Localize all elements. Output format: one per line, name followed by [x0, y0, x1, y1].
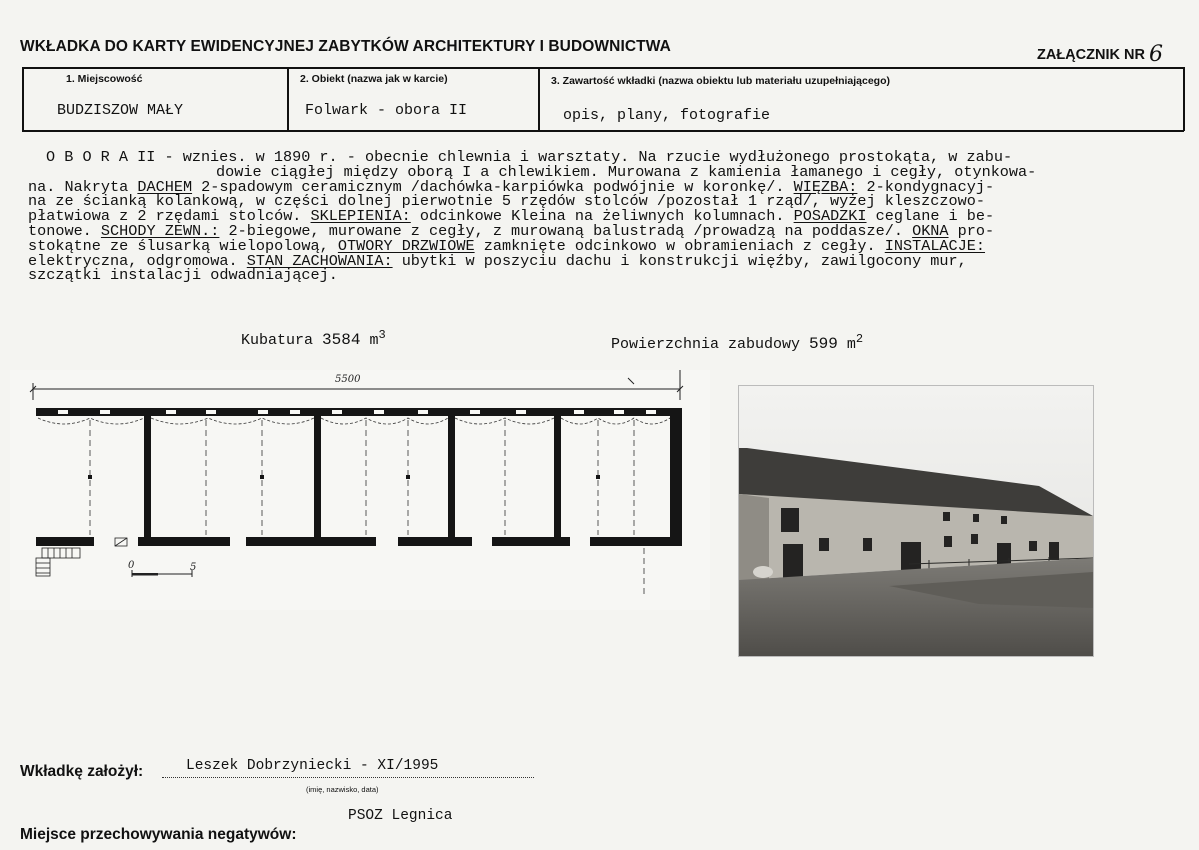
scale-end: 5 [190, 562, 197, 573]
plan-dimension: 5500 [335, 374, 361, 385]
volume-value: 3584 [322, 331, 361, 349]
annex-number: 6 [1148, 42, 1163, 67]
contents-value: opis, plany, fotografie [563, 107, 771, 124]
storage-value: PSOZ Legnica [348, 808, 453, 824]
area-label: Powierzchnia zabudowy [611, 336, 801, 353]
desc-line: dowie ciągłej między oborą I a chlewikiem. Murowana z kamienia łamanego i cegły, otynkowa- [216, 162, 1037, 181]
scale-start: 0 [128, 560, 135, 571]
author-dotted-line [162, 777, 534, 778]
floor-plan-drawing [0, 0, 720, 620]
photo-scene [739, 386, 1093, 656]
author-hint: (imię, nazwisko, data) [306, 785, 379, 794]
desc-line: na ze ścianką kolankową, w części dolnej pierwotnie 5 rzędów stolców /pozostał 1 rząd/, wyżej kleszczowo- [28, 192, 985, 211]
section-heading: DACHEM [137, 177, 193, 196]
author-label: Wkładkę założył: [20, 763, 144, 780]
volume-label: Kubatura [241, 332, 314, 349]
desc-line: elektryczna, odgromowa. STAN ZACHOWANIA: ubytki w poszyciu dachu i konstrukcji więźby, zawilgocony mur, [28, 251, 967, 270]
object-value: Folwark - obora II [305, 102, 468, 119]
volume-unit: m [369, 332, 379, 349]
locality-value: BUDZISZOW MAŁY [57, 102, 184, 119]
area-exponent: 2 [855, 332, 864, 346]
storage-label: Miejsce przechowywania negatywów: [20, 826, 297, 843]
volume-exponent: 3 [378, 328, 386, 342]
sheet-title: WKŁADKA DO KARTY EWIDENCYJNEJ ZABYTKÓW ARCHITEKTURY I BUDOWNICTWA [20, 38, 671, 55]
section-heading: INSTALACJE: [884, 236, 986, 255]
section-heading: OTWORY DRZWIOWE [337, 236, 475, 255]
desc-line: tonowe. SCHODY ZEWN.: 2-biegowe, murowane z cegły, z murowaną balustradą /prowadzą na poddasze/. OKNA pro- [28, 221, 995, 240]
annex-label-text: ZAŁĄCZNIK NR [1037, 47, 1145, 63]
section-heading: OKNA [912, 221, 949, 240]
column-divider-4 [1183, 67, 1185, 131]
section-heading: SCHODY ZEWN.: [100, 221, 220, 240]
desc-line: O B O R A II - wznies. w 1890 r. - obecnie chlewnia i warsztaty. Na rzucie wydłużonego prostokąta, w zabu- [46, 148, 1013, 166]
desc-line: szczątki instalacji odwadniającej. [28, 266, 338, 285]
desc-line: płatwiowa z 2 rzędami stolców. SKLEPIENIA: odcinkowe Kleina na żeliwnych kolumnach. POSADZKI ceglane i be- [28, 207, 995, 226]
section-heading: SKLEPIENIA: [310, 207, 411, 226]
locality-label: 1. Miejscowość [66, 73, 143, 85]
author-value: Leszek Dobrzyniecki - XI/1995 [186, 758, 439, 774]
area-value: 599 [809, 335, 838, 353]
object-label: 2. Obiekt (nazwa jak w karcie) [300, 73, 448, 85]
building-photograph [738, 385, 1094, 657]
area-unit: m [846, 336, 856, 353]
section-heading: WIĘZBA: [793, 177, 858, 196]
desc-line: stokątne ze ślusarką wielopolową, OTWORY DRZWIOWE zamknięte odcinkowo w obramieniach z cegły. INSTALACJE: [28, 236, 986, 255]
section-heading: STAN ZACHOWANIA: [246, 251, 393, 270]
desc-line: na. Nakryta DACHEM 2-spadowym ceramicznym /dachówka-karpiówka podwójnie w koronkę/. WIĘZBA: 2-kondygnacyj- [28, 177, 995, 196]
contents-label: 3. Zawartość wkładki (nazwa obiektu lub materiału uzupełniającego) [551, 75, 890, 87]
annex-label [1037, 40, 1163, 65]
section-heading: POSADZKI [793, 207, 867, 226]
